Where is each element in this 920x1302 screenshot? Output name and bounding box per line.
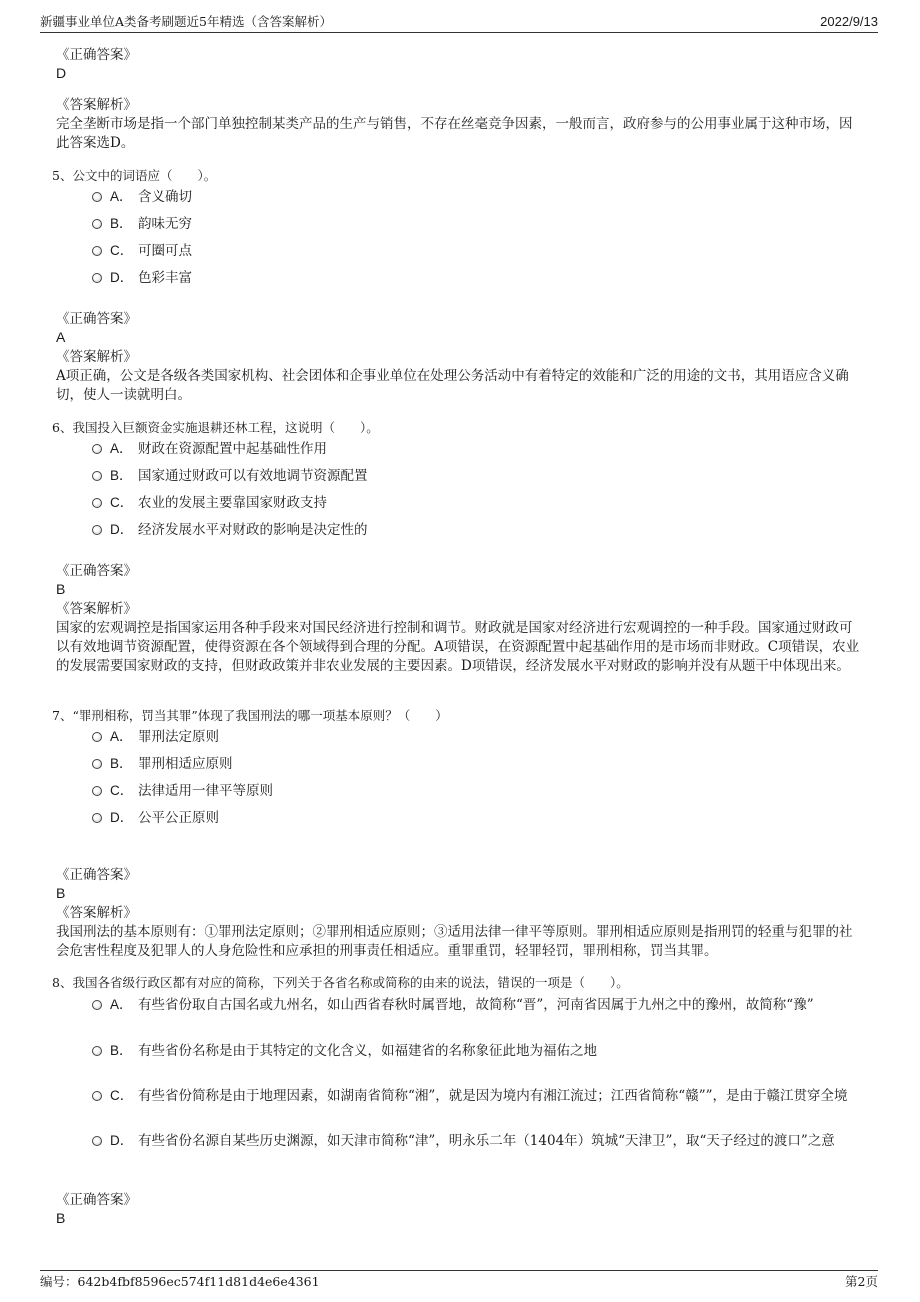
correct-answer-value: A xyxy=(56,329,66,345)
radio-button-icon[interactable] xyxy=(92,192,102,202)
option-d[interactable]: D． 经济发展水平对财政的影响是决定性的 xyxy=(92,519,864,541)
option-c[interactable]: C． 法律适用一律平等原则 xyxy=(92,780,864,802)
radio-button-icon[interactable] xyxy=(92,1000,102,1010)
radio-button-icon[interactable] xyxy=(92,444,102,454)
analysis-label: 《答案解析》 xyxy=(56,601,137,617)
radio-button-icon[interactable] xyxy=(92,732,102,742)
option-b[interactable]: B． 罪刑相适应原则 xyxy=(92,753,864,775)
option-c[interactable]: C． 可圈可点 xyxy=(92,240,864,262)
document-date: 2022/9/13 xyxy=(820,14,878,29)
question-title: 8、我国各省级行政区都有对应的简称，下列关于各省名称或简称的由来的说法，错误的一项是（ ）。 xyxy=(52,975,629,990)
option-d[interactable]: D． 色彩丰富 xyxy=(92,267,864,289)
question-title: 6、我国投入巨额资金实施退耕还林工程，这说明（ ）。 xyxy=(52,420,379,435)
radio-button-icon[interactable] xyxy=(92,1091,102,1101)
page-footer xyxy=(40,1270,878,1291)
correct-answer-value: D xyxy=(56,65,67,81)
radio-button-icon[interactable] xyxy=(92,219,102,229)
radio-button-icon[interactable] xyxy=(92,759,102,769)
option-b[interactable]: B． 国家通过财政可以有效地调节资源配置 xyxy=(92,465,864,487)
correct-answer-label: 《正确答案》 xyxy=(56,867,137,883)
radio-button-icon[interactable] xyxy=(92,813,102,823)
option-b[interactable]: B． 有些省份名称是由于其特定的文化含义，如福建省的名称象征此地为福佑之地 xyxy=(92,1040,864,1062)
analysis-label: 《答案解析》 xyxy=(56,349,137,365)
option-c[interactable]: C． 有些省份简称是由于地理因素，如湖南省简称“湘”，就是因为境内有湘江流过；江西省简称“赣””，是由于赣江贯穿全境 xyxy=(92,1085,864,1107)
radio-button-icon[interactable] xyxy=(92,1136,102,1146)
analysis-text: A项正确，公文是各级各类国家机构、社会团体和企事业单位在处理公务活动中有着特定的效能和广泛的用途的文书，其用语应含义确切，使人一读就明白。 xyxy=(56,368,849,403)
correct-answer-label: 《正确答案》 xyxy=(56,563,137,579)
option-b[interactable]: B． 韵味无穷 xyxy=(92,213,864,235)
correct-answer-value: B xyxy=(56,581,66,597)
option-a[interactable]: A． 财政在资源配置中起基础性作用 xyxy=(92,438,864,460)
correct-answer-label: 《正确答案》 xyxy=(56,47,137,63)
page-header xyxy=(40,12,878,33)
correct-answer-label: 《正确答案》 xyxy=(56,1192,137,1208)
document-title: 新疆事业单位A类备考刷题近5年精选（含答案解析） xyxy=(40,14,332,29)
analysis-label: 《答案解析》 xyxy=(56,97,137,113)
analysis-text: 国家的宏观调控是指国家运用各种手段来对国民经济进行控制和调节。财政就是国家对经济进行宏观调控的一种手段。国家通过财政可以有效地调节资源配置，使得资源在各个领域得到合理的分配。A项错误，在资源配置中起基础作用的是市场而非财政。C项错误，农业的发展需要国家财政的支持，但财政政策并非农业发展的主要因素。D项错误，经济发展水平对财政的影响并没有从题干中体现出来。 xyxy=(56,620,860,674)
option-c[interactable]: C． 农业的发展主要靠国家财政支持 xyxy=(92,492,864,514)
question-title: 7、“罪刑相称，罚当其罪”体现了我国刑法的哪一项基本原则？（ ） xyxy=(52,708,448,723)
option-a[interactable]: A． 罪刑法定原则 xyxy=(92,726,864,748)
radio-button-icon[interactable] xyxy=(92,471,102,481)
option-d[interactable]: D． 公平公正原则 xyxy=(92,807,864,829)
correct-answer-value: B xyxy=(56,1210,66,1226)
radio-button-icon[interactable] xyxy=(92,525,102,535)
radio-button-icon[interactable] xyxy=(92,1046,102,1056)
correct-answer-label: 《正确答案》 xyxy=(56,311,137,327)
radio-button-icon[interactable] xyxy=(92,786,102,796)
document-code: 编号：642b4fbf8596ec574f11d81d4e6e4361 xyxy=(40,1274,320,1289)
option-a[interactable]: A． 有些省份取自古国名或九州名，如山西省春秋时属晋地，故简称“晋”，河南省因属于九州之中的豫州，故简称“豫” xyxy=(92,994,864,1016)
option-a[interactable]: A． 含义确切 xyxy=(92,186,864,208)
option-d[interactable]: D． 有些省份名源自某些历史渊源，如天津市简称“津”，明永乐二年（1404年）筑城“天津卫”，取“天子经过的渡口”之意 xyxy=(92,1130,864,1152)
radio-button-icon[interactable] xyxy=(92,246,102,256)
radio-button-icon[interactable] xyxy=(92,273,102,283)
question-title: 5、公文中的词语应（ ）。 xyxy=(52,168,217,183)
radio-button-icon[interactable] xyxy=(92,498,102,508)
correct-answer-value: B xyxy=(56,885,66,901)
analysis-text: 我国刑法的基本原则有：①罪刑法定原则；②罪刑相适应原则；③适用法律一律平等原则。罪刑相适应原则是指刑罚的轻重与犯罪的社会危害性程度及犯罪人的人身危险性和应承担的刑事责任相适应。重罪重罚，轻罪轻罚，罪刑相称，罚当其罪。 xyxy=(56,924,853,959)
analysis-label: 《答案解析》 xyxy=(56,905,137,921)
analysis-text: 完全垄断市场是指一个部门单独控制某类产品的生产与销售，不存在丝毫竞争因素，一般而言，政府参与的公用事业属于这种市场，因此答案选D。 xyxy=(56,116,853,151)
page-number: 第2页 xyxy=(845,1274,878,1289)
